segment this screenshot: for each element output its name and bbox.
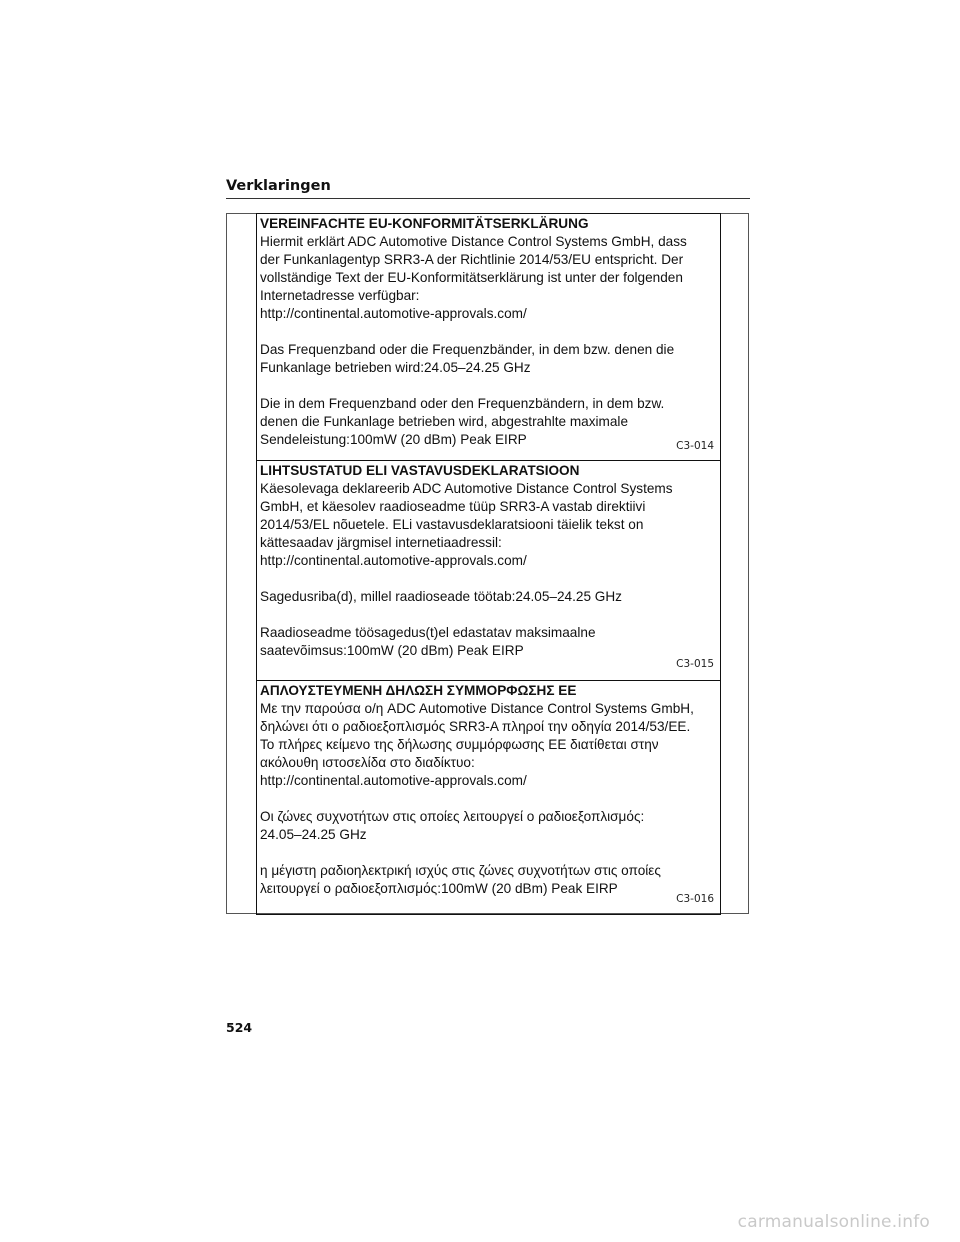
text-line: ακόλουθη ιστοσελίδα στο διαδίκτυο: <box>260 755 475 770</box>
text-line: Οι ζώνες συχνοτήτων στις οποίες λειτουργεί ο ραδιοεξοπλισμός: <box>260 809 645 824</box>
text-line: http://continental.automotive-approvals.com/ <box>260 306 527 321</box>
text-line: saatevõimsus:100mW (20 dBm) Peak EIRP <box>260 643 524 658</box>
declaration-paragraph <box>260 700 712 790</box>
text-line: 24.05–24.25 GHz <box>260 827 367 842</box>
declaration-body <box>260 480 712 660</box>
text-line: GmbH, et käesolev raadioseadme tüüp SRR3-A vastab direktiivi <box>260 499 646 514</box>
text-line: Raadioseadme töösagedus(t)el edastatav maksimaalne <box>260 625 596 640</box>
declaration-body <box>260 700 712 898</box>
text-line: 2014/53/EL nõuetele. ELi vastavusdeklaratsiooni täielik tekst on <box>260 517 644 532</box>
declaration-paragraph <box>260 341 712 377</box>
declaration-paragraph <box>260 862 712 898</box>
declaration-heading: VEREINFACHTE EU-KONFORMITÄTSERKLÄRUNG <box>260 216 589 231</box>
text-line: λειτουργεί ο ραδιοεξοπλισμός:100mW (20 dBm) Peak EIRP <box>260 881 618 896</box>
declaration-code: C3-014 <box>676 440 714 452</box>
declaration-paragraph <box>260 588 712 606</box>
text-line: vollständige Text der EU-Konformitätserklärung ist unter der folgenden <box>260 270 683 285</box>
declaration-de <box>257 214 720 461</box>
text-line: Sendeleistung:100mW (20 dBm) Peak EIRP <box>260 432 527 447</box>
declarations-box <box>256 213 721 915</box>
text-line: denen die Funkanlage betrieben wird, abgestrahlte maximale <box>260 414 629 429</box>
text-line: δηλώνει ότι ο ραδιοεξοπλισμός SRR3-A πληροί την οδηγία 2014/53/ΕΕ. <box>260 719 691 734</box>
declaration-code: C3-015 <box>676 658 714 670</box>
text-line: Με την παρούσα ο/η ADC Automotive Distance Control Systems GmbH, <box>260 701 694 716</box>
text-line: Sagedusriba(d), millel raadioseade töötab:24.05–24.25 GHz <box>260 589 622 604</box>
declaration-heading: ΑΠΛΟΥΣΤΕΥΜΕΝΗ ΔΗΛΩΣΗ ΣΥΜΜΟΡΦΩΣΗΣ ΕΕ <box>260 683 577 698</box>
text-line: der Funkanlagentyp SRR3-A der Richtlinie 2014/53/EU entspricht. Der <box>260 252 684 267</box>
text-line: Käesolevaga deklareerib ADC Automotive Distance Control Systems <box>260 481 673 496</box>
declaration-paragraph <box>260 480 712 570</box>
text-line: Die in dem Frequenzband oder den Frequenzbändern, in dem bzw. <box>260 396 665 411</box>
declaration-paragraph <box>260 233 712 323</box>
section-title: Verklaringen <box>226 178 331 194</box>
declaration-paragraph <box>260 395 712 449</box>
page-number: 524 <box>226 1020 253 1035</box>
text-line: kättesaadav järgmisel internetiaadressil: <box>260 535 502 550</box>
text-line: http://continental.automotive-approvals.com/ <box>260 553 527 568</box>
declaration-code: C3-016 <box>676 893 714 905</box>
section-rule <box>226 198 750 199</box>
text-line: Das Frequenzband oder die Frequenzbänder, in dem bzw. denen die <box>260 342 675 357</box>
text-line: http://continental.automotive-approvals.com/ <box>260 773 527 788</box>
declaration-et <box>257 461 720 681</box>
declaration-heading: LIHTSUSTATUD ELI VASTAVUSDEKLARATSIOON <box>260 463 580 478</box>
declaration-el <box>257 681 720 913</box>
watermark: carmanualsonline.info <box>737 1212 930 1232</box>
text-line: Το πλήρες κείμενο της δήλωσης συμμόρφωσης ΕΕ διατίθεται στην <box>260 737 659 752</box>
declaration-body <box>260 233 712 449</box>
text-line: Hiermit erklärt ADC Automotive Distance Control Systems GmbH, dass <box>260 234 687 249</box>
declaration-paragraph <box>260 624 712 660</box>
text-line: Internetadresse verfügbar: <box>260 288 420 303</box>
text-line: η μέγιστη ραδιοηλεκτρική ισχύς στις ζώνες συχνοτήτων στις οποίες <box>260 863 661 878</box>
text-line: Funkanlage betrieben wird:24.05–24.25 GHz <box>260 360 531 375</box>
declaration-paragraph <box>260 808 712 844</box>
